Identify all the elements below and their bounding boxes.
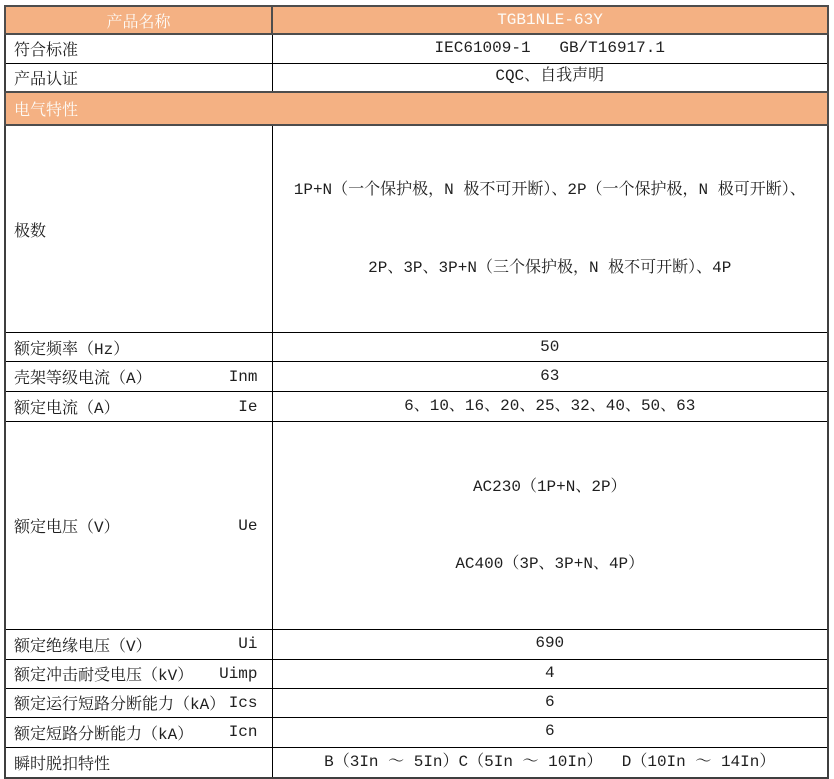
row-symbol: Ie — [238, 397, 258, 416]
row-symbol: Ue — [238, 516, 258, 535]
table-row-frequency — [5, 333, 828, 362]
table-row-certification — [5, 63, 828, 92]
table-row-service-breaking-capacity — [5, 688, 828, 717]
table-row-impulse-voltage — [5, 659, 828, 688]
product-name-value: TGB1NLE-63Y — [272, 6, 828, 34]
row-label-wrap — [6, 633, 272, 656]
table-row-trip-characteristic — [5, 747, 828, 778]
row-label-wrap — [6, 514, 272, 537]
row-value-line: AC230（1P+N、2P） — [472, 477, 627, 496]
row-value — [272, 125, 828, 333]
row-symbol: Uimp — [219, 664, 258, 683]
row-label-wrap — [6, 395, 272, 418]
row-label: 瞬时脱扣特性 — [5, 747, 272, 778]
row-value: IEC61009-1 GB/T16917.1 — [272, 34, 828, 63]
table-row-standards — [5, 34, 828, 63]
row-label: 额定短路分断能力（kA） — [14, 725, 194, 744]
row-value: 50 — [272, 333, 828, 362]
row-label-wrap — [6, 662, 272, 685]
row-label: 壳架等级电流（A） — [14, 370, 152, 389]
row-label: 额定电流（A） — [14, 400, 120, 419]
row-label: 额定电压（V） — [14, 519, 120, 538]
row-value: 63 — [272, 362, 828, 392]
row-symbol: Ui — [238, 635, 258, 654]
product-spec-table — [4, 5, 829, 779]
row-label: 符合标准 — [5, 34, 272, 63]
table-row-rated-voltage — [5, 422, 828, 629]
row-value: B（3In ～ 5In）C（5In ～ 10In） D（10In ～ 14In） — [272, 747, 828, 778]
table-row-breaking-capacity — [5, 717, 828, 747]
row-value: CQC、自我声明 — [272, 63, 828, 92]
row-label: 额定频率（Hz） — [5, 333, 272, 362]
row-symbol: Icn — [228, 723, 258, 742]
row-label: 额定冲击耐受电压（kV） — [14, 667, 194, 686]
row-value: 6、10、16、20、25、32、40、50、63 — [272, 392, 828, 422]
table-row-product-name — [5, 6, 828, 34]
row-label: 额定绝缘电压（V） — [14, 637, 152, 656]
row-value: 6 — [272, 688, 828, 717]
row-value-line: 2P、3P、3P+N（三个保护极，N 极不可开断）、4P — [368, 258, 732, 277]
row-value — [272, 422, 828, 629]
row-value-line: AC400（3P、3P+N、4P） — [455, 555, 645, 574]
row-label: 额定运行短路分断能力（kA） — [14, 696, 226, 715]
row-value: 4 — [272, 659, 828, 688]
table-row-frame-current — [5, 362, 828, 392]
row-value: 690 — [272, 629, 828, 659]
row-label: 极数 — [5, 125, 272, 333]
table-row-poles — [5, 125, 828, 333]
table-row-rated-current — [5, 392, 828, 422]
table-row-insulation-voltage — [5, 629, 828, 659]
row-value: 6 — [272, 717, 828, 747]
product-name-label: 产品名称 — [5, 6, 272, 34]
row-label-wrap — [6, 365, 272, 388]
row-symbol: Inm — [228, 367, 258, 386]
row-label: 产品认证 — [5, 63, 272, 92]
table-row-section-electrical — [5, 92, 828, 125]
row-symbol: Ics — [228, 693, 258, 712]
section-header: 电气特性 — [5, 92, 828, 125]
row-value-line: 1P+N（一个保护极，N 极不可开断）、2P（一个保护极，N 极可开断）、 — [293, 181, 806, 200]
row-label-wrap — [6, 691, 272, 714]
row-label-wrap — [6, 721, 272, 744]
